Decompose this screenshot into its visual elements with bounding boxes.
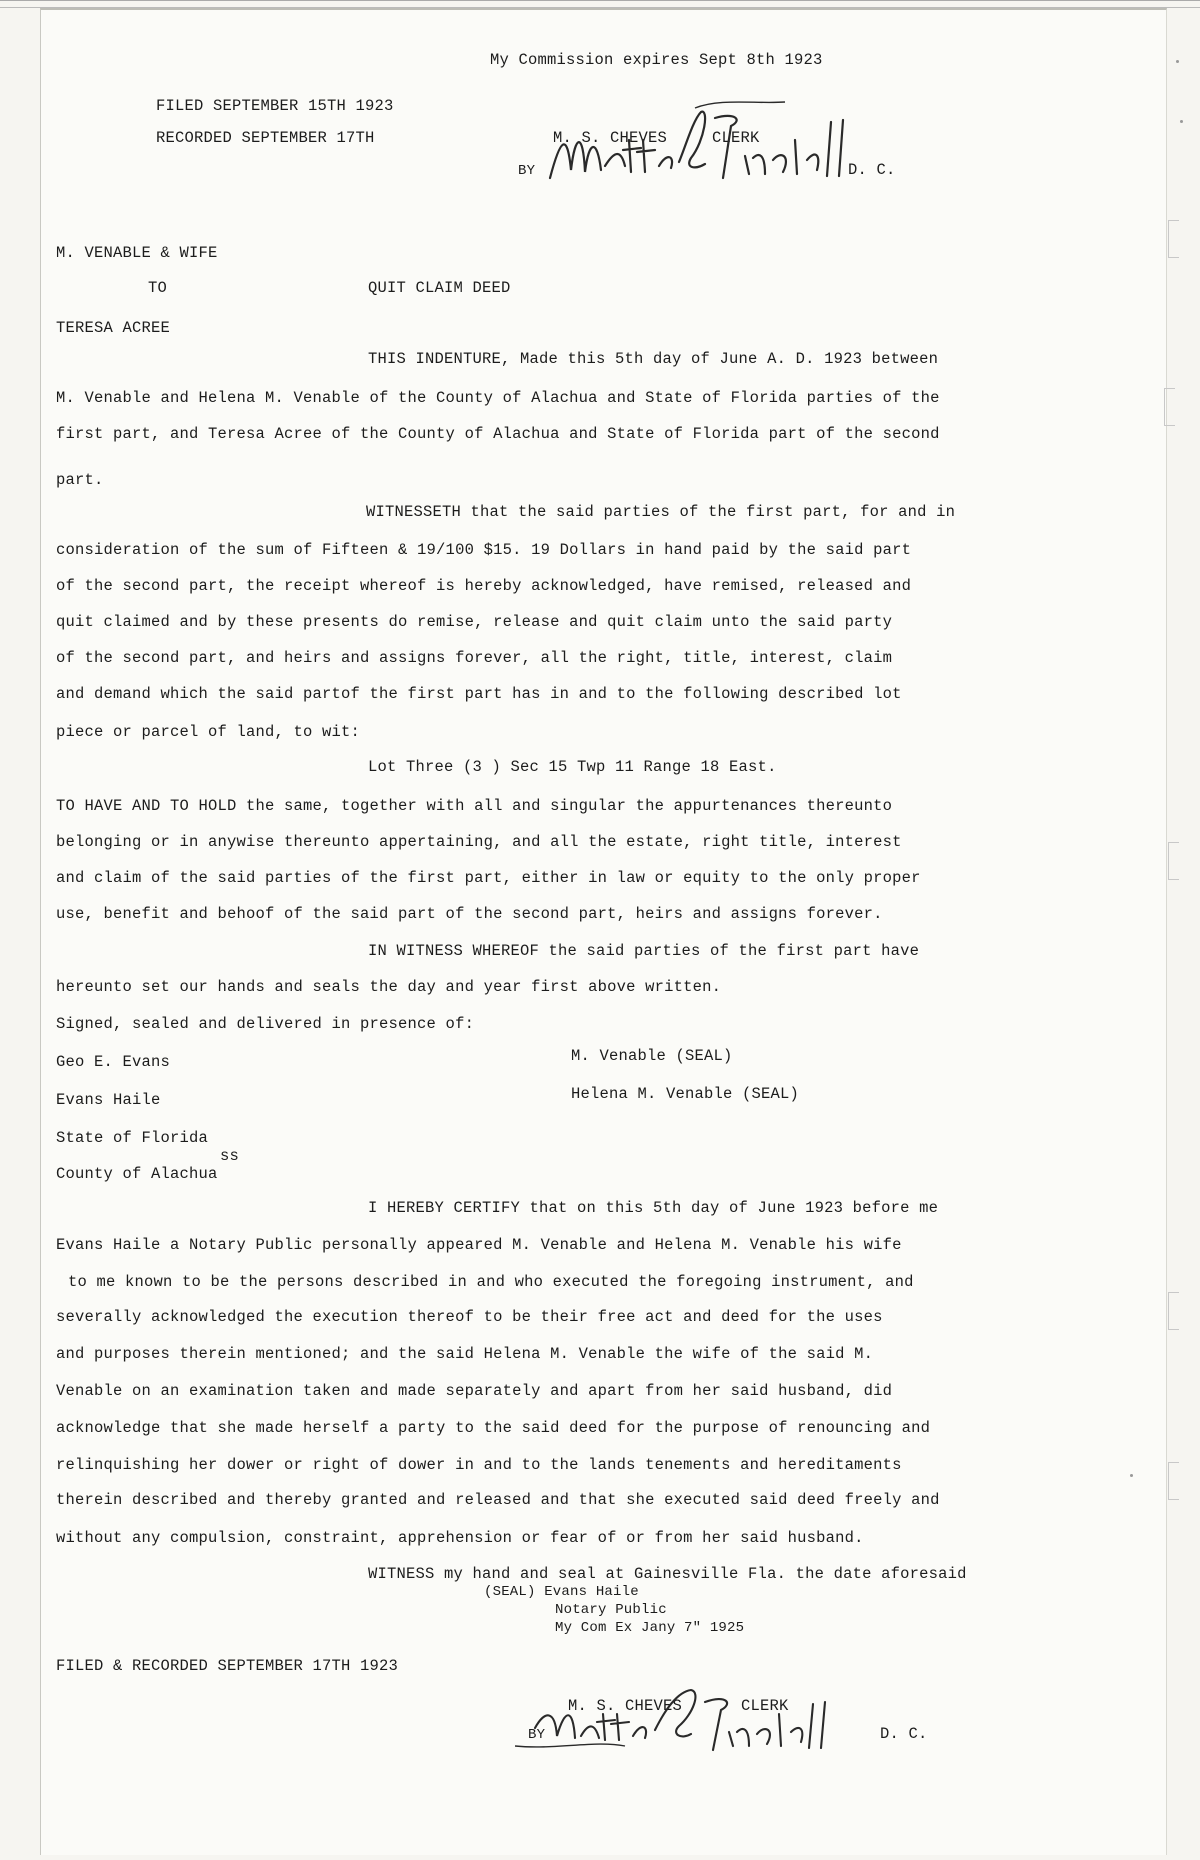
certificate-line: severally acknowledged the execution thereof to be their free act and deed for the uses — [56, 1308, 883, 1326]
by-label: BY — [518, 163, 536, 179]
notary-title: Notary Public — [555, 1602, 667, 1618]
clerk-name: M. S. CHEVES — [553, 129, 668, 147]
body-line: THIS INDENTURE, Made this 5th day of June A. D. 1923 between — [368, 350, 939, 368]
scan-border — [0, 0, 1200, 8]
venue-county: County of Alachua — [56, 1165, 218, 1183]
witness-name: Evans Haile — [56, 1091, 161, 1109]
filed-date: FILED SEPTEMBER 15TH 1923 — [156, 97, 394, 115]
land-description: Lot Three (3 ) Sec 15 Twp 11 Range 18 East. — [368, 758, 777, 776]
clerk-title: CLERK — [712, 129, 760, 147]
margin-mark — [1168, 1292, 1179, 1330]
clerk-signature-top — [545, 100, 865, 200]
certificate-line: relinquishing her dower or right of dower in and to the lands tenements and hereditaments — [56, 1456, 902, 1474]
body-line: Signed, sealed and delivered in presence of: — [56, 1015, 475, 1033]
body-line: use, benefit and behoof of the said part of the second part, heirs and assigns forever. — [56, 905, 883, 923]
clerk-signature-bottom — [515, 1680, 835, 1770]
commission-expiry: My Commission expires Sept 8th 1923 — [490, 51, 823, 69]
certificate-line: Evans Haile a Notary Public personally appeared M. Venable and Helena M. Venable his wife — [56, 1236, 902, 1254]
certificate-line: acknowledge that she made herself a party to the said deed for the purpose of renouncing and — [56, 1419, 931, 1437]
grantor-heading: M. VENABLE & WIFE — [56, 244, 218, 262]
margin-speck — [1130, 1474, 1133, 1477]
body-line: part. — [56, 471, 104, 489]
body-line: IN WITNESS WHEREOF the said parties of the first part have — [368, 942, 920, 960]
certificate-line: to me known to be the persons described in and who executed the foregoing instrument, and — [68, 1273, 914, 1291]
margin-mark — [1164, 388, 1175, 426]
venue-state: State of Florida — [56, 1129, 209, 1147]
clerk-title: CLERK — [741, 1697, 789, 1715]
clerk-name: M. S. CHEVES — [568, 1697, 683, 1715]
body-line: hereunto set our hands and seals the day and year first above written. — [56, 978, 722, 996]
body-line: quit claimed and by these presents do remise, release and quit claim unto the said party — [56, 613, 893, 631]
signer-name: Helena M. Venable (SEAL) — [571, 1085, 800, 1103]
document-title: QUIT CLAIM DEED — [368, 279, 511, 297]
margin-mark — [1168, 220, 1179, 258]
body-line: piece or parcel of land, to wit: — [56, 723, 361, 741]
certificate-line: I HEREBY CERTIFY that on this 5th day of June 1923 before me — [368, 1199, 939, 1217]
body-line: belonging or in anywise thereunto appertaining, and all the estate, right title, interest — [56, 833, 902, 851]
certificate-line: WITNESS my hand and seal at Gainesville Fla. the date aforesaid — [368, 1565, 967, 1583]
body-line: WITNESSETH that the said parties of the first part, for and in — [366, 503, 956, 521]
certificate-line: and purposes therein mentioned; and the said Helena M. Venable the wife of the said M. — [56, 1345, 874, 1363]
deputy-clerk-label: D. C. — [880, 1725, 928, 1743]
margin-speck — [1180, 120, 1183, 123]
body-line: and demand which the said partof the first part has in and to the following described lot — [56, 685, 902, 703]
certificate-line: therein described and thereby granted and released and that she executed said deed freely and — [56, 1491, 940, 1509]
body-line: TO HAVE AND TO HOLD the same, together with all and singular the appurtenances thereunto — [56, 797, 893, 815]
notary-name: (SEAL) Evans Haile — [484, 1584, 639, 1600]
deputy-clerk-label: D. C. — [848, 161, 896, 179]
body-line: and claim of the said parties of the first part, either in law or equity to the only proper — [56, 869, 921, 887]
body-line: first part, and Teresa Acree of the County of Alachua and State of Florida part of the second — [56, 425, 940, 443]
body-line: consideration of the sum of Fifteen & 19/100 $15. 19 Dollars in hand paid by the said part — [56, 541, 912, 559]
margin-mark — [1168, 842, 1179, 880]
grantee-heading: TERESA ACREE — [56, 319, 171, 337]
to-heading: TO — [148, 279, 168, 297]
signer-name: M. Venable (SEAL) — [571, 1047, 733, 1065]
filed-recorded-date: FILED & RECORDED SEPTEMBER 17TH 1923 — [56, 1657, 399, 1675]
venue-ss: ss — [220, 1147, 240, 1165]
margin-speck — [1176, 60, 1179, 63]
certificate-line: without any compulsion, constraint, apprehension or fear of or from her said husband. — [56, 1529, 864, 1547]
certificate-line: Venable on an examination taken and made separately and apart from her said husband, did — [56, 1382, 893, 1400]
body-line: of the second part, the receipt whereof is hereby acknowledged, have remised, released and — [56, 577, 912, 595]
witness-name: Geo E. Evans — [56, 1053, 171, 1071]
by-label: BY — [528, 1727, 546, 1743]
body-line: M. Venable and Helena M. Venable of the County of Alachua and State of Florida parties of the — [56, 389, 940, 407]
recorded-date: RECORDED SEPTEMBER 17TH — [156, 129, 375, 147]
notary-commission: My Com Ex Jany 7" 1925 — [555, 1620, 745, 1636]
margin-mark — [1168, 1462, 1179, 1500]
body-line: of the second part, and heirs and assigns forever, all the right, title, interest, claim — [56, 649, 893, 667]
